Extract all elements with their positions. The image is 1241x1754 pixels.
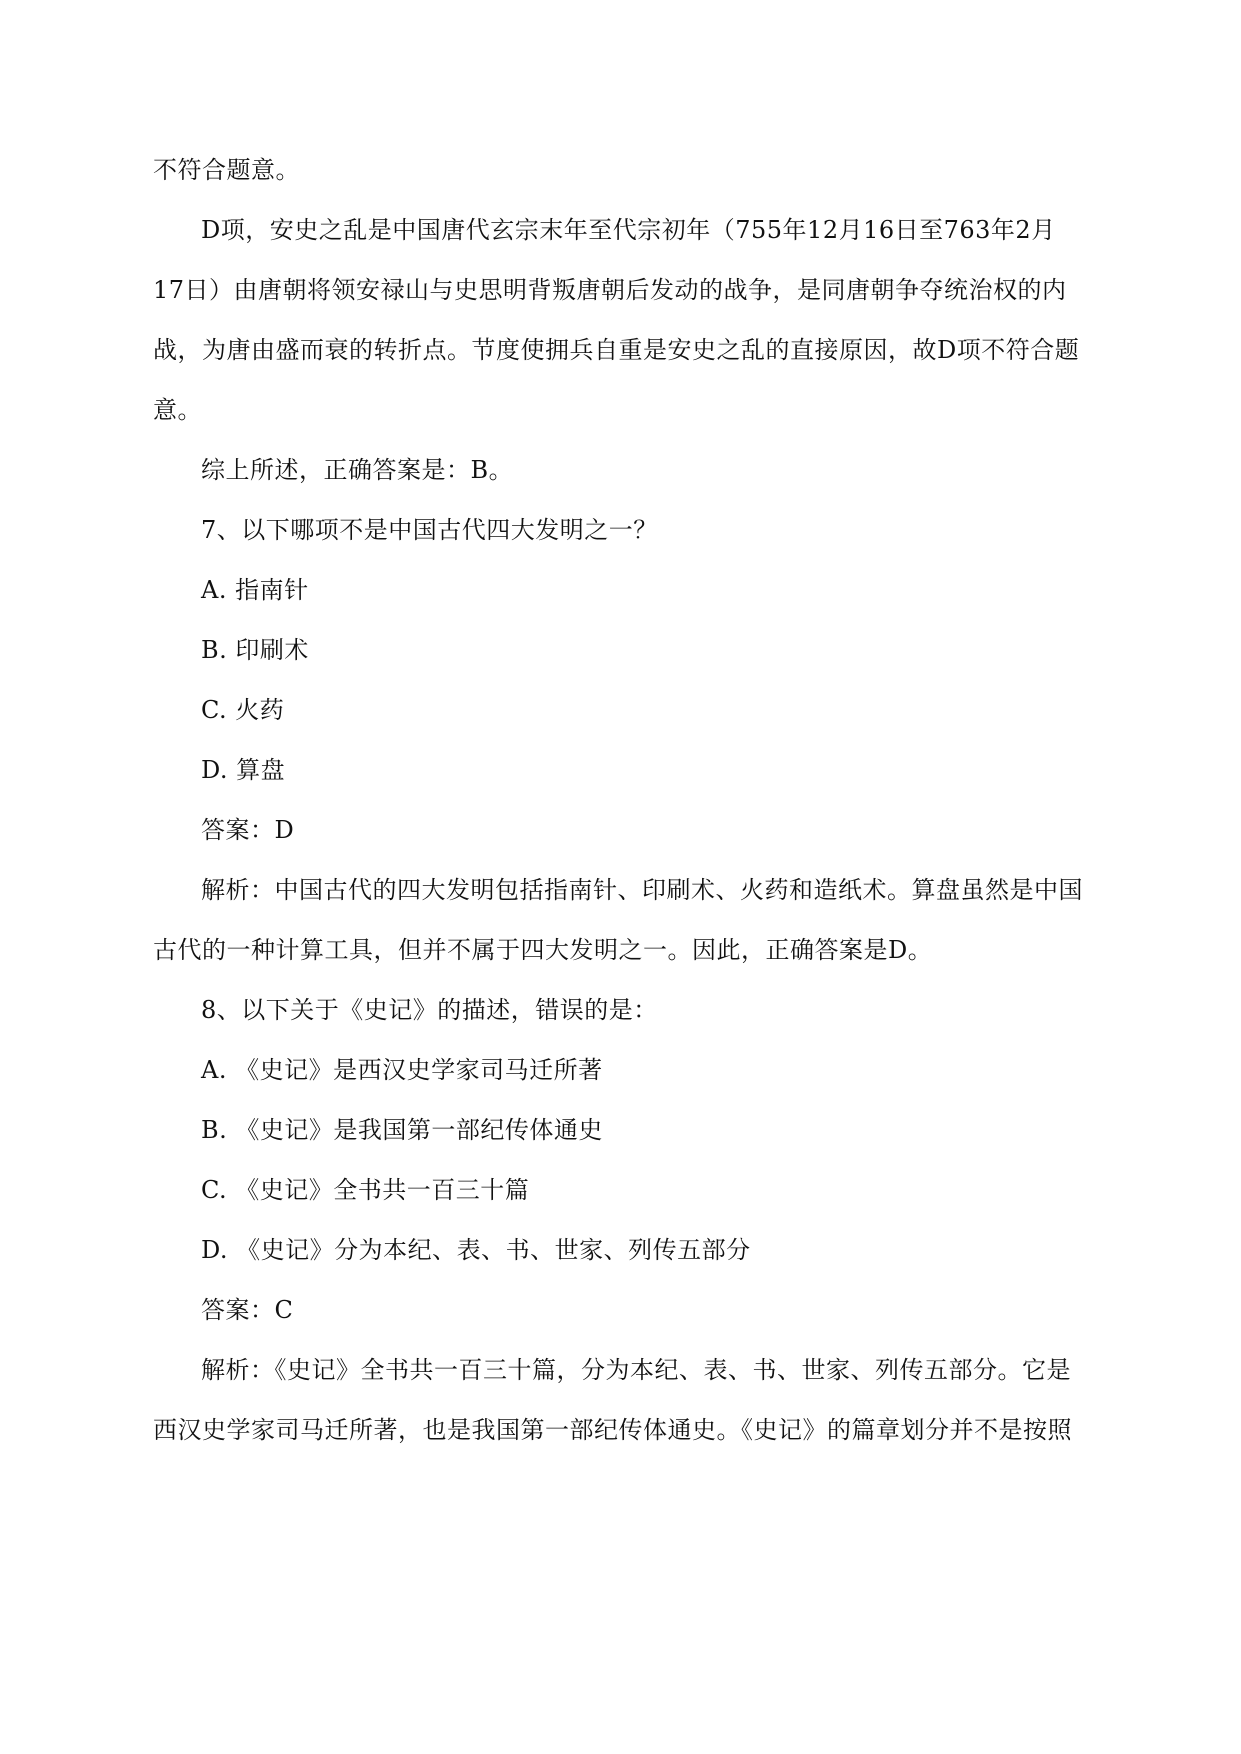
text-line: 古代的一种计算工具，但并不属于四大发明之一。因此，正确答案是D。 xyxy=(153,936,933,964)
text-line: 不符合题意。 xyxy=(153,156,300,184)
text-line: 17日）由唐朝将领安禄山与史思明背叛唐朝后发动的战争，是同唐朝争夺统治权的内 xyxy=(153,276,1067,304)
text-line: 意。 xyxy=(153,396,202,424)
text-line: 战，为唐由盛而衰的转折点。节度使拥兵自重是安史之乱的直接原因，故D项不符合题 xyxy=(153,336,1080,364)
text-line: 西汉史学家司马迁所著，也是我国第一部纪传体通史。《史记》的篇章划分并不是按照 xyxy=(153,1416,1072,1444)
option-text: C. 火药 xyxy=(201,696,285,724)
question-7-option-a xyxy=(153,560,1093,620)
question-7-option-b xyxy=(153,620,1093,680)
answer-text: 答案：D xyxy=(201,816,295,844)
paragraph-summary xyxy=(153,440,1093,500)
question-8-option-a xyxy=(153,1040,1093,1100)
option-text: D. 算盘 xyxy=(201,756,286,784)
document-body xyxy=(153,140,1093,1460)
question-7-option-c xyxy=(153,680,1093,740)
paragraph-option-d-explanation xyxy=(153,200,1093,440)
paragraph-continuation xyxy=(153,140,1093,200)
text-line: 综上所述，正确答案是：B。 xyxy=(201,456,514,484)
question-7 xyxy=(153,500,1093,560)
text-line: 解析：中国古代的四大发明包括指南针、印刷术、火药和造纸术。算盘虽然是中国 xyxy=(201,876,1083,904)
question-text: 8、以下关于《史记》的描述，错误的是： xyxy=(201,996,658,1024)
option-text: A. 《史记》是西汉史学家司马迁所著 xyxy=(201,1056,603,1084)
option-text: B. 印刷术 xyxy=(201,636,309,664)
question-8-analysis xyxy=(153,1340,1093,1460)
question-8 xyxy=(153,980,1093,1040)
option-text: C. 《史记》全书共一百三十篇 xyxy=(201,1176,530,1204)
question-7-option-d xyxy=(153,740,1093,800)
option-text: D. 《史记》分为本纪、表、书、世家、列传五部分 xyxy=(201,1236,751,1264)
question-8-option-c xyxy=(153,1160,1093,1220)
question-8-option-d xyxy=(153,1220,1093,1280)
question-7-analysis xyxy=(153,860,1093,980)
question-8-answer xyxy=(153,1280,1093,1340)
text-line: 解析：《史记》全书共一百三十篇，分为本纪、表、书、世家、列传五部分。它是 xyxy=(201,1356,1071,1384)
question-7-answer xyxy=(153,800,1093,860)
option-text: A. 指南针 xyxy=(201,576,309,604)
option-text: B. 《史记》是我国第一部纪传体通史 xyxy=(201,1116,603,1144)
text-line: D项，安史之乱是中国唐代玄宗末年至代宗初年（755年12月16日至763年2月 xyxy=(201,216,1056,244)
question-text: 7、以下哪项不是中国古代四大发明之一？ xyxy=(201,516,658,544)
question-8-option-b xyxy=(153,1100,1093,1160)
answer-text: 答案：C xyxy=(201,1296,294,1324)
